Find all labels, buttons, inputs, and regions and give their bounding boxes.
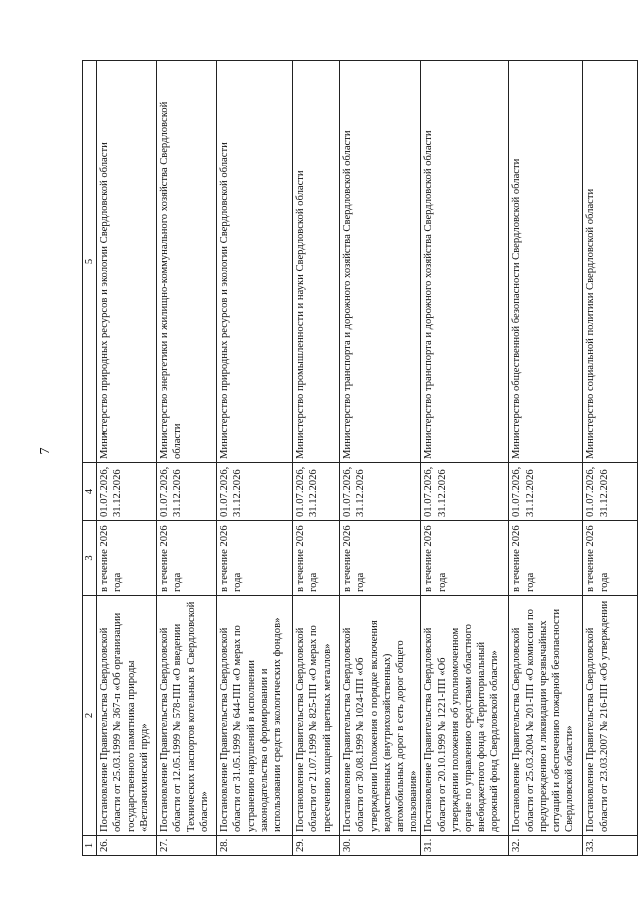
authority-cell: Министерство транспорта и дорожного хозяйства Свердловской области xyxy=(421,61,509,463)
row-number: 28. xyxy=(217,836,293,856)
dates-cell: 01.07.2026, 31.12.2026 xyxy=(97,463,157,521)
dates-cell: 01.07.2026, 31.12.2026 xyxy=(509,463,583,521)
table-row xyxy=(340,61,421,856)
row-number: 29. xyxy=(293,836,340,856)
period-cell: в течение 2026 года xyxy=(157,521,217,596)
dates-cell: 01.07.2026, 31.12.2026 xyxy=(340,463,421,521)
header-cell: 3 xyxy=(83,521,97,596)
table-row xyxy=(97,61,157,856)
period-cell: в течение 2026 года xyxy=(97,521,157,596)
dates-cell: 01.07.2026, 31.12.2026 xyxy=(293,463,340,521)
row-number: 30. xyxy=(340,836,421,856)
row-number: 32. xyxy=(509,836,583,856)
legal-act-cell: Постановление Правительства Свердловской области от 20.10.1999 № 1221-ПП «Об утверждении положения об уполномоченном органе по управлению средствами областного внебюджетного фонда «Территориальный дорожный фонд Свердловской области» xyxy=(421,596,509,836)
legal-act-cell: Постановление Правительства Свердловской области от 30.08.1999 № 1024-ПП «Об утверждении Положения о порядке включения ведомственных (внутрихозяйственных) автомобильных дорог в сеть дорог общего пользования» xyxy=(340,596,421,836)
table-row xyxy=(217,61,293,856)
row-number: 26. xyxy=(97,836,157,856)
header-cell: 4 xyxy=(83,463,97,521)
rotated-table-container xyxy=(82,61,627,856)
legal-act-cell: Постановление Правительства Свердловской области от 21.07.1999 № 825-ПП «О мерах по пресечению хищений цветных металлов» xyxy=(293,596,340,836)
row-number: 33. xyxy=(583,836,638,856)
row-number: 31. xyxy=(421,836,509,856)
period-cell: в течение 2026 года xyxy=(293,521,340,596)
authority-cell: Министерство социальной политики Свердловской области xyxy=(583,61,638,463)
legal-act-cell: Постановление Правительства Свердловской области от 12.05.1999 № 578-ПП «О введении Технических паспортов котельных в Свердловской области» xyxy=(157,596,217,836)
header-cell: 1 xyxy=(83,836,97,856)
page-number: 7 xyxy=(38,447,53,455)
legal-act-cell: Постановление Правительства Свердловской области от 25.03.1999 № 367-п «Об организации государственного памятника природы «Ветлачихинский пруд» xyxy=(97,596,157,836)
acts-table xyxy=(82,60,638,856)
authority-cell: Министерство природных ресурсов и экологии Свердловской области xyxy=(217,61,293,463)
header-row xyxy=(83,61,97,856)
legal-act-cell: Постановление Правительства Свердловской области от 23.03.2007 № 216-ПП «Об утверждении xyxy=(583,596,638,836)
dates-cell: 01.07.2026, 31.12.2026 xyxy=(583,463,638,521)
legal-act-cell: Постановление Правительства Свердловской области от 31.05.1999 № 644-ПП «О мерах по устранению нарушений в исполнении законодательства о формировании и использовании средств экологических фондов» xyxy=(217,596,293,836)
period-cell: в течение 2026 года xyxy=(509,521,583,596)
table-row xyxy=(583,61,638,856)
table-row xyxy=(293,61,340,856)
period-cell: в течение 2026 года xyxy=(583,521,638,596)
authority-cell: Министерство природных ресурсов и экологии Свердловской области xyxy=(97,61,157,463)
legal-act-cell: Постановление Правительства Свердловской области от 25.03.2004 № 201-ПП «О комиссии по предупреждению и ликвидации чрезвычайных ситуаций и обеспечению пожарной безопасности Свердловской области» xyxy=(509,596,583,836)
header-cell: 5 xyxy=(83,61,97,463)
table-row xyxy=(157,61,217,856)
authority-cell: Министерство энергетики и жилищно-коммунального хозяйства Свердловской области xyxy=(157,61,217,463)
authority-cell: Министерство общественной безопасности Свердловской области xyxy=(509,61,583,463)
row-number: 27. xyxy=(157,836,217,856)
table-row xyxy=(509,61,583,856)
dates-cell: 01.07.2026, 31.12.2026 xyxy=(217,463,293,521)
dates-cell: 01.07.2026, 31.12.2026 xyxy=(421,463,509,521)
dates-cell: 01.07.2026, 31.12.2026 xyxy=(157,463,217,521)
authority-cell: Министерство транспорта и дорожного хозяйства Свердловской области xyxy=(340,61,421,463)
period-cell: в течение 2026 года xyxy=(217,521,293,596)
period-cell: в течение 2026 года xyxy=(340,521,421,596)
authority-cell: Министерство промышленности и науки Свердловской области xyxy=(293,61,340,463)
table-row xyxy=(421,61,509,856)
period-cell: в течение 2026 года xyxy=(421,521,509,596)
header-cell: 2 xyxy=(83,596,97,836)
